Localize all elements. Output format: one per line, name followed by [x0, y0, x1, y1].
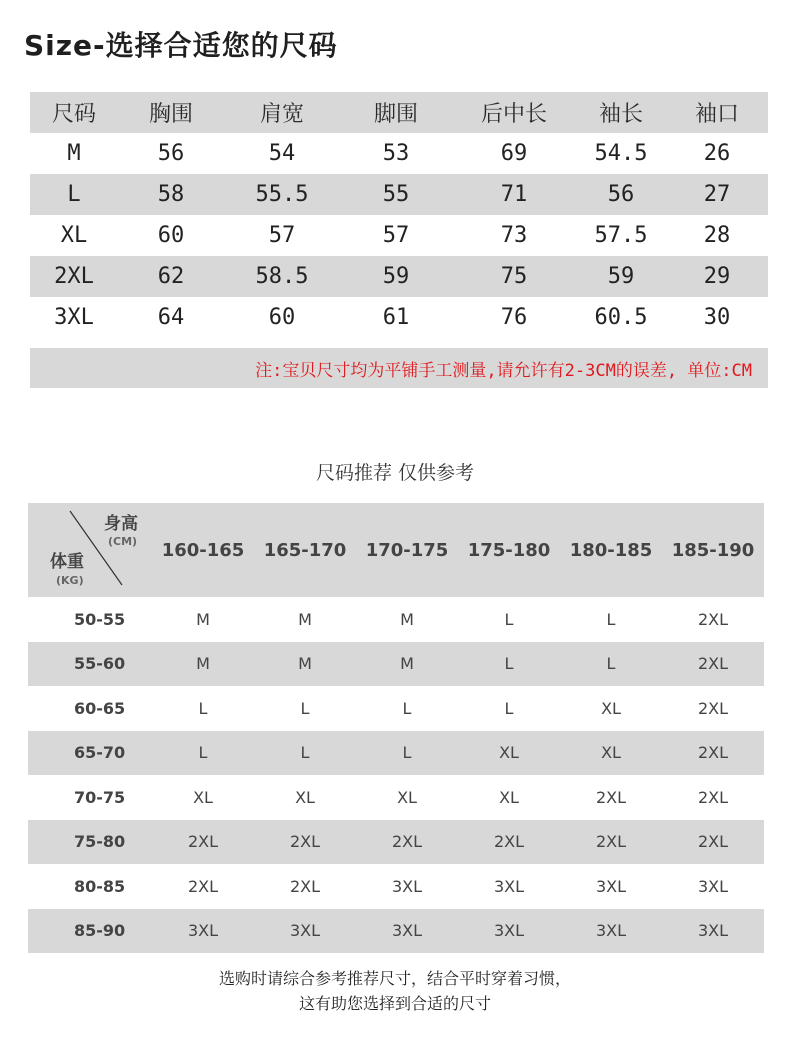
recommended-size-cell: 2XL [391, 832, 423, 852]
recommended-size-cell: M [196, 609, 210, 629]
header-cell: 肩宽 [259, 102, 304, 127]
recommended-size-cell: 2XL [697, 609, 729, 629]
header-cell: 尺码 [51, 102, 96, 127]
measurement-cell: 53 [382, 141, 410, 166]
measurement-cell: 56 [157, 141, 185, 166]
recommended-size-cell: L [198, 743, 208, 763]
height-axis-unit: (CM) [108, 535, 138, 548]
recommended-size-cell: L [198, 698, 208, 718]
size-chart-row [30, 215, 768, 256]
measurement-cell: 60.5 [594, 305, 648, 330]
recommended-size-cell: 2XL [697, 743, 729, 763]
recommended-size-cell: 3XL [493, 876, 525, 896]
size-label-cell: L [67, 182, 81, 207]
measurement-cell: 57 [382, 223, 410, 248]
weight-axis-label: 体重 [50, 552, 84, 572]
size-label-cell: 2XL [54, 264, 94, 289]
size-chart-row [30, 133, 768, 174]
recommended-size-cell: 2XL [595, 787, 627, 807]
recommended-size-cell: 2XL [289, 876, 321, 896]
recommended-size-cell: M [196, 654, 210, 674]
recommended-size-cell: 2XL [697, 698, 729, 718]
weight-range-cell: 75-80 [74, 832, 126, 852]
measurement-cell: 58.5 [255, 264, 309, 289]
corner-cell [28, 503, 152, 597]
page-title: Size-选择合适您的尺码 [24, 29, 338, 62]
recommended-size-cell: L [606, 654, 616, 674]
recommended-size-cell: L [504, 609, 514, 629]
height-range-header: 170-175 [365, 539, 449, 561]
recommended-size-cell: L [300, 698, 310, 718]
measurement-cell: 54 [268, 141, 296, 166]
height-axis-label: 身高 [104, 514, 138, 534]
header-cell: 后中长 [480, 102, 547, 127]
header-cell: 胸围 [148, 102, 193, 127]
recommended-size-cell: 2XL [493, 832, 525, 852]
recommended-size-cell: M [298, 609, 312, 629]
measurement-cell: 27 [703, 182, 731, 207]
recommended-size-cell: XL [193, 787, 213, 807]
recommended-size-cell: 2XL [697, 787, 729, 807]
measurement-cell: 58 [157, 182, 185, 207]
measurement-cell: 61 [382, 305, 410, 330]
recommended-size-cell: 2XL [187, 876, 219, 896]
weight-range-cell: 80-85 [74, 876, 126, 896]
recommended-size-cell: XL [499, 743, 519, 763]
size-chart-row [30, 174, 768, 215]
recommended-size-cell: 3XL [391, 876, 423, 896]
recommended-size-cell: L [402, 698, 412, 718]
size-chart-table [30, 92, 768, 338]
recommended-size-cell: XL [601, 743, 621, 763]
recommended-size-cell: XL [397, 787, 417, 807]
measurement-cell: 30 [703, 305, 731, 330]
measurement-cell: 55 [382, 182, 410, 207]
header-cell: 袖口 [694, 102, 739, 127]
height-range-header: 175-180 [467, 539, 551, 561]
measurement-cell: 28 [703, 223, 731, 248]
size-label-cell: M [67, 141, 81, 166]
measurement-cell: 71 [500, 182, 528, 207]
measurement-cell: 59 [382, 264, 410, 289]
measurement-cell: 55.5 [255, 182, 309, 207]
measurement-cell: 73 [500, 223, 528, 248]
recommended-size-cell: 2XL [289, 832, 321, 852]
weight-range-cell: 55-60 [74, 654, 126, 674]
measurement-cell: 56 [607, 182, 635, 207]
recommended-size-cell: 3XL [595, 921, 627, 941]
recommended-size-cell: 3XL [187, 921, 219, 941]
recommendation-row [28, 909, 764, 954]
recommendation-table [28, 503, 764, 953]
recommendation-row [28, 820, 764, 865]
recommended-size-cell: XL [601, 698, 621, 718]
measurement-note-bar [30, 348, 768, 388]
measurement-cell: 76 [500, 305, 528, 330]
size-chart-header-row [30, 92, 768, 133]
header-cell: 脚围 [373, 102, 418, 127]
measurement-cell: 75 [500, 264, 528, 289]
size-chart-row [30, 297, 768, 338]
recommended-size-cell: 2XL [697, 654, 729, 674]
recommended-size-cell: L [504, 698, 514, 718]
recommended-size-cell: 3XL [391, 921, 423, 941]
recommended-size-cell: 3XL [697, 876, 729, 896]
recommended-size-cell: M [400, 654, 414, 674]
size-label-cell: XL [60, 223, 88, 248]
recommended-size-cell: L [606, 609, 616, 629]
footer-advice [0, 966, 790, 1016]
recommended-size-cell: 3XL [493, 921, 525, 941]
weight-range-cell: 85-90 [74, 921, 126, 941]
height-range-header: 160-165 [161, 539, 245, 561]
measurement-cell: 69 [500, 141, 528, 166]
recommended-size-cell: 3XL [697, 921, 729, 941]
recommended-size-cell: 3XL [289, 921, 321, 941]
measurement-cell: 60 [157, 223, 185, 248]
measurement-cell: 59 [607, 264, 635, 289]
size-label-cell: 3XL [54, 305, 94, 330]
recommended-size-cell: L [504, 654, 514, 674]
recommended-size-cell: 2XL [187, 832, 219, 852]
footer-line-1: 选购时请综合参考推荐尺寸，结合平时穿着习惯， [218, 969, 571, 988]
measurement-note: 注:宝贝尺寸均为平铺手工测量,请允许有2-3CM的误差, 单位:CM [255, 360, 752, 381]
header-cell: 袖长 [598, 102, 643, 127]
recommendation-row [28, 864, 764, 909]
measurement-cell: 57.5 [594, 223, 648, 248]
recommendation-row [28, 597, 764, 642]
recommendation-row [28, 731, 764, 776]
weight-range-cell: 65-70 [74, 743, 126, 763]
footer-line-2: 这有助您选择到合适的尺寸 [298, 994, 491, 1013]
recommendation-header-row [28, 503, 764, 597]
measurement-cell: 60 [268, 305, 296, 330]
weight-range-cell: 70-75 [74, 787, 126, 807]
recommended-size-cell: 2XL [697, 832, 729, 852]
recommendation-title: 尺码推荐 仅供参考 [315, 462, 475, 484]
height-range-header: 180-185 [569, 539, 653, 561]
size-chart-row [30, 256, 768, 297]
recommended-size-cell: 3XL [595, 876, 627, 896]
recommendation-row [28, 775, 764, 820]
weight-range-cell: 50-55 [74, 609, 126, 629]
recommended-size-cell: XL [295, 787, 315, 807]
measurement-cell: 54.5 [594, 141, 648, 166]
measurement-cell: 29 [703, 264, 731, 289]
measurement-cell: 57 [268, 223, 296, 248]
weight-axis-unit: (KG) [56, 574, 84, 587]
recommendation-row [28, 686, 764, 731]
recommended-size-cell: L [402, 743, 412, 763]
recommended-size-cell: M [298, 654, 312, 674]
recommendation-row [28, 642, 764, 687]
weight-range-cell: 60-65 [74, 698, 126, 718]
measurement-cell: 64 [157, 305, 185, 330]
height-range-header: 185-190 [671, 539, 755, 561]
recommended-size-cell: L [300, 743, 310, 763]
height-range-header: 165-170 [263, 539, 347, 561]
measurement-cell: 26 [703, 141, 731, 166]
recommended-size-cell: M [400, 609, 414, 629]
recommended-size-cell: XL [499, 787, 519, 807]
measurement-cell: 62 [157, 264, 185, 289]
recommended-size-cell: 2XL [595, 832, 627, 852]
